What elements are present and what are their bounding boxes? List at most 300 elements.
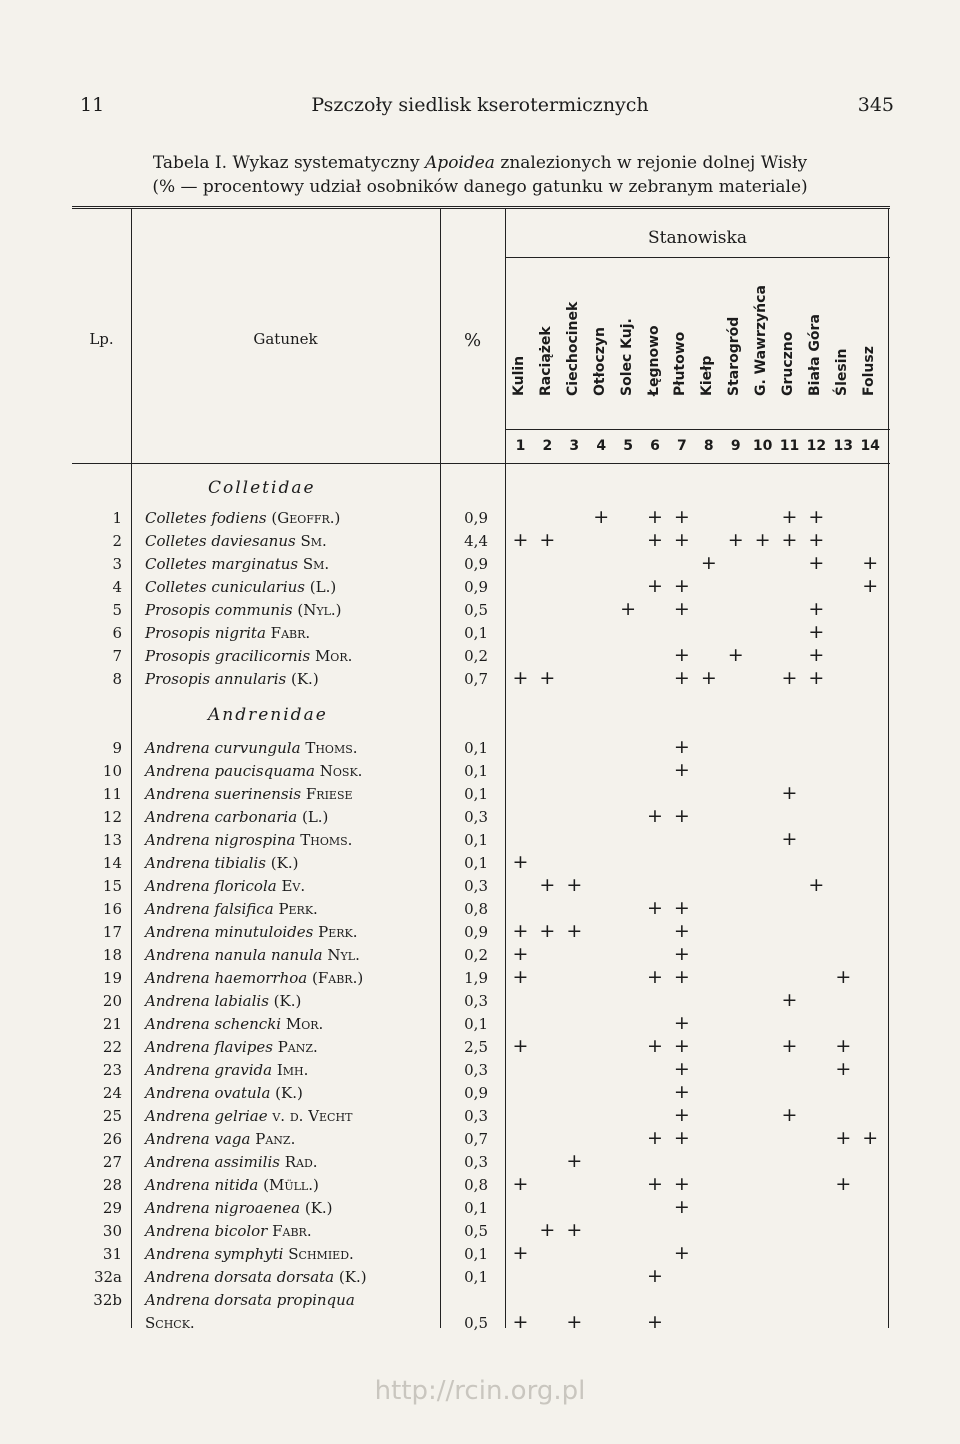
presence-mark: +	[647, 529, 663, 551]
row-number: 11	[102, 785, 122, 803]
percent-value: 0,1	[464, 854, 488, 872]
presence-mark: +	[700, 667, 717, 689]
row-number: 17	[102, 923, 122, 941]
lp-header: Lp.	[89, 330, 114, 348]
percent-value: 0,7	[464, 670, 488, 688]
row-number: 2	[112, 532, 122, 550]
species-binomial: Andrena floricola	[145, 877, 277, 895]
species-name	[145, 923, 358, 941]
row-number: 32b	[93, 1291, 122, 1309]
percent-value: 0,3	[464, 1061, 488, 1079]
site-number-8: 8	[703, 438, 714, 454]
site-number-14: 14	[860, 438, 880, 454]
species-name	[145, 969, 363, 987]
row-number: 29	[102, 1199, 122, 1217]
presence-mark: +	[808, 667, 825, 689]
table-row	[0, 782, 960, 808]
row-number: 7	[112, 647, 122, 665]
percent-value: 0,9	[464, 923, 488, 941]
site-number-11: 11	[779, 438, 800, 454]
site-name-label: Ślesin	[833, 348, 850, 396]
row-number: 3	[112, 555, 122, 573]
presence-mark: +	[566, 1219, 583, 1241]
species-binomial: Andrena curvungula	[145, 739, 301, 757]
percent-value: 0,1	[464, 1245, 488, 1263]
site-name-label: Biała Góra	[806, 314, 823, 396]
species-binomial: Andrena carbonaria	[145, 808, 298, 826]
site-name-label: Starogród	[726, 316, 743, 396]
site-name-label: Kiełp	[699, 355, 716, 396]
page-number-right: 345	[857, 94, 894, 116]
percent-value: 0,3	[464, 992, 488, 1010]
table-row	[0, 1104, 960, 1130]
species-name	[145, 946, 360, 964]
site-number-2: 2	[542, 438, 553, 454]
species-name	[145, 1038, 318, 1056]
gatunek-header: Gatunek	[253, 330, 318, 348]
percent-value: 0,1	[464, 1199, 488, 1217]
percent-value: 0,3	[464, 1107, 488, 1125]
presence-mark: +	[647, 506, 663, 528]
species-binomial: Andrena dorsata propinqua	[145, 1291, 355, 1309]
presence-mark: +	[673, 943, 690, 965]
species-author: (K.)	[275, 1084, 303, 1102]
percent-value: 0,9	[464, 578, 488, 596]
species-binomial: Colletes cunicularius	[145, 578, 305, 596]
species-binomial: Andrena symphyti	[145, 1245, 284, 1263]
row-number: 32a	[93, 1268, 122, 1286]
species-binomial: Andrena gravida	[145, 1061, 273, 1079]
site-number-7: 7	[677, 438, 687, 454]
presence-mark: +	[673, 897, 690, 919]
species-author: Mor.	[314, 647, 353, 665]
presence-mark: +	[781, 782, 798, 804]
presence-mark: +	[835, 1035, 852, 1057]
site-number-13: 13	[833, 438, 854, 454]
species-binomial: Andrena schencki	[145, 1015, 282, 1033]
presence-mark: +	[673, 1012, 690, 1034]
table-row	[0, 828, 960, 854]
presence-mark: +	[727, 529, 744, 551]
species-author: Imh.	[276, 1061, 309, 1079]
species-name	[145, 1314, 195, 1332]
species-name	[145, 900, 318, 918]
table-row	[0, 1291, 960, 1314]
species-name	[145, 739, 358, 757]
species-binomial: Andrena vaga	[145, 1130, 251, 1148]
species-name	[145, 1107, 352, 1125]
row-number: 24	[102, 1084, 122, 1102]
presence-mark: +	[754, 529, 771, 551]
percent-value: 0,3	[464, 877, 488, 895]
site-number-12: 12	[806, 438, 827, 454]
presence-mark: +	[781, 989, 798, 1011]
species-name	[145, 854, 298, 872]
table-top-rule	[72, 206, 890, 207]
presence-mark: +	[647, 966, 663, 988]
row-number: 16	[102, 900, 122, 918]
table-row	[0, 667, 960, 693]
row-number: 12	[102, 808, 122, 826]
running-title: Pszczoły siedlisk kserotermicznych	[311, 94, 649, 116]
table-row	[0, 759, 960, 785]
species-name	[145, 1291, 355, 1309]
percent-value: 0,1	[464, 762, 488, 780]
percent-value: 0,2	[464, 647, 488, 665]
presence-mark: +	[539, 1219, 556, 1241]
presence-mark: +	[673, 575, 690, 597]
species-name	[145, 1153, 318, 1171]
presence-mark: +	[673, 667, 690, 689]
presence-mark: +	[512, 529, 529, 551]
site-name-label: Raciążek	[537, 326, 554, 396]
presence-mark: +	[566, 1311, 583, 1333]
row-number: 23	[102, 1061, 122, 1079]
row-number: 21	[102, 1015, 122, 1033]
species-binomial: Andrena haemorrhoa	[145, 969, 308, 987]
presence-mark: +	[727, 644, 744, 666]
species-author: Panz.	[255, 1130, 296, 1148]
species-author: (K.)	[291, 670, 319, 688]
family-heading: Andrenidae	[208, 705, 328, 725]
species-binomial: Andrena dorsata dorsata	[145, 1268, 335, 1286]
table-row	[0, 1150, 960, 1176]
species-binomial: Colletes fodiens	[145, 509, 267, 527]
species-author: (K.)	[270, 854, 299, 872]
species-binomial: Andrena falsifica	[145, 900, 274, 918]
presence-mark: +	[673, 1104, 690, 1126]
species-binomial: Andrena nitida	[145, 1176, 259, 1194]
site-number-9: 9	[730, 438, 741, 454]
site-number-6: 6	[650, 438, 660, 454]
site-number-3: 3	[569, 438, 580, 454]
species-author: (L.)	[301, 808, 329, 826]
species-name	[145, 808, 328, 826]
presence-mark: +	[673, 1058, 690, 1080]
presence-mark: +	[512, 1035, 529, 1057]
table-row	[0, 1127, 960, 1153]
presence-mark: +	[835, 1058, 852, 1080]
species-name	[145, 555, 329, 573]
species-author: Thoms.	[305, 739, 358, 757]
species-author: Rad.	[284, 1153, 318, 1171]
percent-value: 0,8	[464, 900, 488, 918]
species-author: Fabr.	[270, 624, 311, 642]
species-binomial: Andrena assimilis	[145, 1153, 280, 1171]
presence-mark: +	[673, 920, 690, 942]
table-caption-line2: (% — procentowy udział osobników danego gatunku w zebranym materiale)	[152, 177, 808, 197]
presence-mark: +	[835, 1127, 852, 1149]
presence-mark: +	[781, 1104, 798, 1126]
species-name	[145, 1061, 308, 1079]
presence-mark: +	[673, 1196, 690, 1218]
presence-mark: +	[647, 1311, 663, 1333]
presence-mark: +	[647, 1127, 663, 1149]
species-name	[145, 647, 352, 665]
row-number: 6	[112, 624, 122, 642]
species-binomial: Andrena tibialis	[145, 854, 266, 872]
percent-value: 0,7	[464, 1130, 488, 1148]
species-name	[145, 578, 336, 596]
table-row	[0, 1265, 960, 1291]
species-binomial: Colletes daviesanus	[145, 532, 296, 550]
species-name	[145, 1015, 323, 1033]
percent-value: 0,1	[464, 831, 488, 849]
table-row	[0, 943, 960, 969]
presence-mark: +	[835, 1173, 852, 1195]
species-author: Schmied.	[288, 1245, 354, 1263]
row-number: 13	[102, 831, 122, 849]
species-binomial: Prosopis gracilicornis	[145, 647, 311, 665]
species-author: (K.)	[338, 1268, 367, 1286]
presence-mark: +	[808, 506, 825, 528]
row-number: 31	[102, 1245, 122, 1263]
table-row	[0, 1173, 960, 1199]
species-binomial: Andrena gelriae	[145, 1107, 268, 1125]
species-author: Perk.	[278, 900, 318, 918]
species-binomial: Andrena ovatula	[145, 1084, 271, 1102]
site-name-label: Folusz	[860, 346, 877, 396]
percent-value: 0,5	[464, 601, 488, 619]
species-author: Mor.	[285, 1015, 324, 1033]
site-number-10: 10	[752, 438, 773, 454]
site-names-rule	[505, 429, 890, 430]
species-name	[145, 831, 352, 849]
species-name	[145, 992, 301, 1010]
table-caption-line1	[0, 153, 960, 173]
percent-value: 0,1	[464, 624, 488, 642]
percent-value: 0,9	[464, 1084, 488, 1102]
site-name-label: Otłoczyn	[591, 327, 608, 396]
caption-italic: Apoidea	[425, 153, 495, 173]
header-bottom-rule	[72, 463, 890, 464]
species-name	[145, 1130, 295, 1148]
row-number: 5	[112, 601, 122, 619]
row-number: 10	[102, 762, 122, 780]
row-number: 8	[112, 670, 122, 688]
page-number-left: 11	[80, 94, 105, 116]
species-author: (K.)	[273, 992, 302, 1010]
species-binomial: Prosopis communis	[145, 601, 293, 619]
presence-mark: +	[566, 1150, 583, 1172]
row-number: 1	[112, 509, 122, 527]
table-row	[0, 874, 960, 900]
species-name	[145, 624, 310, 642]
site-name-label: Kulin	[511, 355, 527, 396]
percent-value: 0,5	[464, 1314, 488, 1332]
species-author: Nosk.	[319, 762, 363, 780]
presence-mark: +	[673, 1035, 690, 1057]
presence-mark: +	[673, 506, 690, 528]
species-author: (Müll.)	[263, 1176, 319, 1194]
row-number: 14	[102, 854, 122, 872]
stanowiska-rule	[505, 257, 890, 258]
table-top-rule-2	[72, 208, 890, 209]
presence-mark: +	[512, 943, 529, 965]
site-name-label: Płutowo	[672, 331, 689, 396]
table-row	[0, 736, 960, 762]
species-author: Sm.	[300, 532, 327, 550]
presence-mark: +	[673, 644, 690, 666]
presence-mark: +	[673, 966, 690, 988]
presence-mark: +	[808, 598, 825, 620]
presence-mark: +	[647, 575, 663, 597]
species-author: (Nyl.)	[297, 601, 342, 619]
site-number-5: 5	[623, 438, 633, 454]
site-number-1: 1	[515, 438, 526, 454]
presence-mark: +	[781, 667, 798, 689]
presence-mark: +	[862, 552, 879, 574]
pct-header: %	[463, 330, 482, 351]
stanowiska-header: Stanowiska	[648, 228, 747, 248]
species-binomial: Andrena paucisquama	[145, 762, 315, 780]
species-name	[145, 532, 327, 550]
species-name	[145, 1199, 333, 1217]
presence-mark: +	[673, 1242, 690, 1264]
site-name-label: Łęgnowo	[645, 325, 662, 396]
presence-mark: +	[512, 667, 529, 689]
percent-value: 0,1	[464, 739, 488, 757]
family-heading: Colletidae	[208, 478, 316, 498]
percent-value: 0,8	[464, 1176, 488, 1194]
row-number: 28	[102, 1176, 122, 1194]
presence-mark: +	[673, 1081, 690, 1103]
species-binomial: Andrena bicolor	[145, 1222, 268, 1240]
presence-mark: +	[781, 1035, 798, 1057]
species-binomial: Prosopis nigrita	[145, 624, 266, 642]
presence-mark: +	[647, 805, 663, 827]
species-name	[145, 1222, 312, 1240]
percent-value: 0,1	[464, 1268, 488, 1286]
species-author: Perk.	[318, 923, 358, 941]
species-author: Friese	[305, 785, 353, 803]
species-author: (Geoffr.)	[271, 509, 341, 527]
species-name	[145, 785, 353, 803]
species-author: Thoms.	[300, 831, 353, 849]
presence-mark: +	[700, 552, 717, 574]
species-author: (K.)	[304, 1199, 333, 1217]
species-name	[145, 509, 340, 527]
species-author: Sm.	[302, 555, 330, 573]
presence-mark: +	[512, 966, 529, 988]
presence-mark: +	[781, 506, 798, 528]
table-row	[0, 1242, 960, 1268]
presence-mark: +	[808, 644, 825, 666]
presence-mark: +	[673, 1127, 690, 1149]
species-binomial: Andrena suerinensis	[145, 785, 302, 803]
presence-mark: +	[647, 1173, 663, 1195]
row-number: 9	[112, 739, 122, 757]
species-author: (Fabr.)	[312, 969, 364, 987]
presence-mark: +	[512, 1242, 529, 1264]
source-watermark: http://rcin.org.pl	[374, 1376, 586, 1406]
table-row	[0, 552, 960, 578]
species-binomial: Andrena labialis	[145, 992, 269, 1010]
percent-value: 0,3	[464, 808, 488, 826]
species-binomial: Andrena nanula nanula	[145, 946, 323, 964]
row-number: 15	[102, 877, 122, 895]
site-name-label: Ciechocinek	[564, 301, 581, 396]
presence-mark: +	[862, 575, 879, 597]
presence-mark: +	[620, 598, 637, 620]
percent-value: 0,9	[464, 555, 488, 573]
species-author: Panz.	[277, 1038, 318, 1056]
presence-mark: +	[512, 1311, 529, 1333]
row-number: 4	[112, 578, 122, 596]
percent-value: 0,1	[464, 785, 488, 803]
presence-mark: +	[808, 621, 825, 643]
species-name	[145, 601, 342, 619]
table-row	[0, 1219, 960, 1245]
row-number: 25	[102, 1107, 122, 1125]
caption-suffix: znalezionych w rejonie dolnej Wisły	[500, 153, 808, 173]
species-author: Schck.	[145, 1314, 195, 1332]
presence-mark: +	[808, 874, 825, 896]
row-number: 26	[102, 1130, 122, 1148]
table-row	[0, 989, 960, 1015]
species-binomial: Andrena nigroaenea	[145, 1199, 301, 1217]
presence-mark: +	[808, 552, 825, 574]
presence-mark: +	[512, 1173, 529, 1195]
presence-mark: +	[566, 874, 583, 896]
presence-mark: +	[673, 1173, 690, 1195]
presence-mark: +	[673, 736, 690, 758]
presence-mark: +	[647, 1265, 663, 1287]
species-binomial: Andrena nigrospina	[145, 831, 296, 849]
species-name	[145, 1084, 303, 1102]
table-row	[0, 920, 960, 946]
row-number: 30	[102, 1222, 122, 1240]
site-name-label: Gruczno	[780, 331, 796, 396]
species-binomial: Colletes marginatus	[145, 555, 299, 573]
presence-mark: +	[539, 874, 556, 896]
species-author: Nyl.	[327, 946, 360, 964]
row-number: 20	[102, 992, 122, 1010]
presence-mark: +	[512, 851, 529, 873]
species-name	[145, 670, 319, 688]
table-row	[0, 1196, 960, 1222]
species-name	[145, 1176, 319, 1194]
species-name	[145, 1268, 367, 1286]
percent-value: 2,5	[464, 1038, 488, 1056]
row-number: 27	[102, 1153, 122, 1171]
caption-prefix: Tabela I. Wykaz systematyczny	[152, 153, 420, 173]
percent-value: 0,5	[464, 1222, 488, 1240]
presence-mark: +	[647, 1035, 663, 1057]
table-row	[0, 1012, 960, 1038]
presence-mark: +	[539, 920, 556, 942]
site-name-label: Solec Kuj.	[618, 318, 635, 396]
percent-value: 1,9	[464, 969, 488, 987]
species-name	[145, 877, 305, 895]
percent-value: 0,2	[464, 946, 488, 964]
presence-mark: +	[539, 529, 556, 551]
presence-mark: +	[808, 529, 825, 551]
table-row	[0, 1081, 960, 1107]
table-row	[0, 1311, 960, 1337]
presence-mark: +	[835, 966, 852, 988]
presence-mark: +	[512, 920, 529, 942]
species-binomial: Andrena flavipes	[145, 1038, 273, 1056]
table-row	[0, 1035, 960, 1061]
species-author: Ev.	[281, 877, 306, 895]
row-number: 19	[102, 969, 122, 987]
species-binomial: Prosopis annularis	[145, 670, 287, 688]
percent-value: 0,3	[464, 1153, 488, 1171]
species-author: (L.)	[309, 578, 337, 596]
presence-mark: +	[673, 805, 690, 827]
percent-value: 0,1	[464, 1015, 488, 1033]
